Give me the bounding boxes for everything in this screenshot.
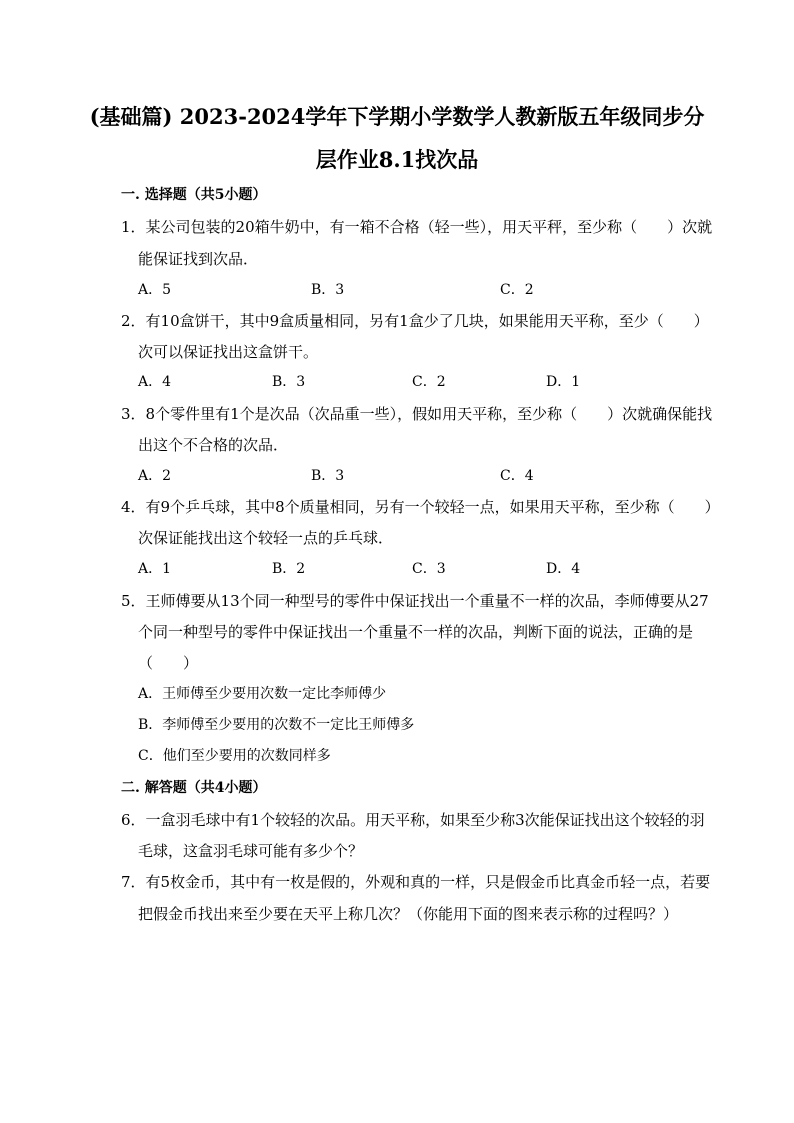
option-c[interactable]: C．他们至少要用的次数同样多 [138,748,331,764]
question-text: 1．某公司包装的20箱牛奶中，有一箱不合格（轻一些），用天平秤，至少称（ ）次就 [121,218,713,236]
question-text: 个同一种型号的零件中保证找出一个重量不一样的次品，判断下面的说法，正确的是 [138,623,694,641]
section-heading-choice: 一. 选择题（共5小题） [121,187,267,203]
section-heading-answer: 二. 解答题（共4小题） [121,780,267,796]
option-b[interactable]: B．3 [311,282,345,298]
option-c[interactable]: C．2 [500,282,534,298]
question-text: 5．王师傅要从13个同一种型号的零件中保证找出一个重量不一样的次品，李师傅要从27 [121,592,709,610]
option-a[interactable]: A．5 [138,282,172,298]
question-text: 7．有5枚金币，其中有一枚是假的，外观和真的一样，只是假金币比真金币轻一点，若要 [121,873,711,891]
question-text: 2．有10盒饼干，其中9盒质量相同，另有1盒少了几块，如果能用天平称，至少（ ） [121,312,709,330]
document-title-line-1: (基础篇) 2023-2024学年下学期小学数学人教新版五年级同步分 [89,104,705,129]
question-text: 毛球，这盒羽毛球可能有多少个？ [138,842,364,860]
question-text: 3．8个零件里有1个是次品（次品重一些），假如用天平称，至少称（ ）次就确保能找 [121,405,713,423]
question-text: 4．有9个乒乓球，其中8个质量相同，另有一个较轻一点，如果用天平称，至少称（ ） [121,498,720,516]
question-text: 次可以保证找出这盒饼干。 [138,343,319,361]
question-text: 出这个不合格的次品． [138,436,289,454]
question-text: 能保证找到次品． [138,250,259,268]
option-b[interactable]: B．2 [272,561,306,577]
option-a[interactable]: A．1 [138,561,172,577]
option-a[interactable]: A．4 [138,374,172,390]
document-title-line-2: 层作业8.1找次品 [315,147,479,172]
option-d[interactable]: D．4 [546,561,581,577]
option-b[interactable]: B．李师傅至少要用的次数不一定比王师傅多 [138,717,415,733]
option-b[interactable]: B．3 [272,374,306,390]
option-a[interactable]: A．2 [138,468,172,484]
question-text: （ ） [138,654,199,672]
question-text: 次保证能找出这个较轻一点的乒乓球． [138,529,394,547]
option-a[interactable]: A．王师傅至少要用次数一定比李师傅少 [138,686,387,702]
option-c[interactable]: C．2 [412,374,446,390]
question-text: 6．一盒羽毛球中有1个较轻的次品。用天平称，如果至少称3次能保证找出这个较轻的羽 [121,811,705,829]
option-b[interactable]: B．3 [311,468,345,484]
option-c[interactable]: C．4 [500,468,534,484]
option-c[interactable]: C．3 [412,561,446,577]
question-text: 把假金币找出来至少要在天平上称几次？（你能用下面的图来表示称的过程吗？） [138,905,679,923]
option-d[interactable]: D．1 [546,374,581,390]
